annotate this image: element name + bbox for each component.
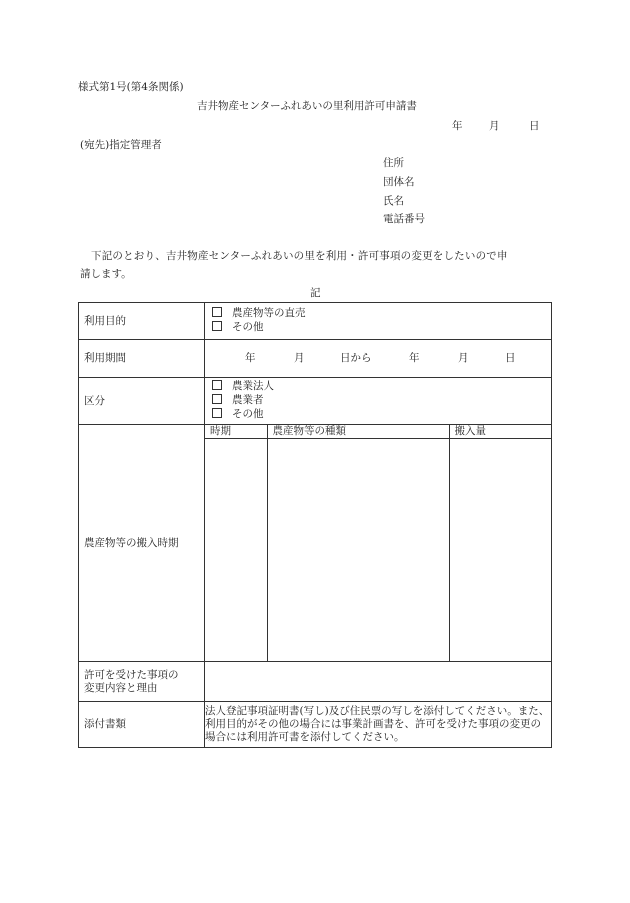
intro-text-line2: 請します。 — [80, 268, 132, 280]
date-month: 月 — [489, 120, 500, 132]
category-row — [79, 378, 552, 425]
period-field[interactable] — [205, 340, 552, 378]
purpose-label: 利用目的 — [79, 303, 205, 340]
purpose-row — [79, 303, 552, 340]
category-option-farmer[interactable] — [205, 394, 551, 408]
option-label: 農業者 — [232, 394, 264, 406]
category-label: 区分 — [79, 378, 205, 425]
form-title: 吉井物産センターふれあいの里利用許可申請書 — [197, 100, 417, 112]
checkbox-icon[interactable] — [212, 321, 222, 331]
period-start-month: 月 — [294, 352, 305, 364]
form-number: 様式第1号(第4条関係) — [78, 81, 184, 93]
period-start-year: 年 — [245, 352, 256, 364]
attachments-note: 法人登記事項証明書(写し)及び住民票の写しを添付してください。また、利用目的がその他の場合には事業計画書を、許可を受けた事項の変更の場合には利用許可書を添付してください。 — [205, 702, 552, 748]
change-row — [79, 662, 552, 702]
category-options — [205, 378, 552, 425]
delivery-label: 農産物等の搬入時期 — [79, 425, 205, 662]
purpose-option-other[interactable] — [205, 321, 551, 335]
delivery-timing-input[interactable] — [205, 439, 267, 662]
period-label: 利用期間 — [79, 340, 205, 378]
change-label — [79, 662, 205, 702]
change-label-line1: 許可を受けた事項の — [84, 668, 179, 681]
delivery-type-input[interactable] — [267, 439, 449, 662]
checkbox-icon[interactable] — [212, 408, 222, 418]
application-table — [78, 302, 552, 748]
option-label: 農産物等の直売 — [232, 307, 306, 319]
checkbox-icon[interactable] — [212, 307, 222, 317]
checkbox-icon[interactable] — [212, 394, 222, 404]
delivery-amount-input[interactable] — [449, 439, 551, 662]
period-end-day: 日 — [505, 352, 516, 364]
change-input[interactable] — [205, 662, 552, 702]
period-end-month: 月 — [458, 352, 469, 364]
delivery-header-timing: 時期 — [205, 425, 267, 439]
applicant-name-label: 氏名 — [383, 195, 404, 207]
option-label: 農業法人 — [232, 380, 274, 392]
date-year: 年 — [452, 120, 463, 132]
change-label-line2: 変更内容と理由 — [84, 681, 158, 694]
delivery-subtable-cell — [205, 425, 552, 662]
period-row — [79, 340, 552, 378]
option-label: その他 — [232, 321, 264, 333]
intro-text-line1: 下記のとおり、吉井物産センターふれあいの里を利用・許可事項の変更をしたいので申 — [91, 250, 508, 262]
ki-heading: 記 — [310, 287, 321, 299]
period-end-year: 年 — [409, 352, 420, 364]
attachments-row — [79, 702, 552, 748]
delivery-subtable — [205, 425, 551, 661]
purpose-option-direct-sale[interactable] — [205, 307, 551, 321]
option-label: その他 — [232, 408, 264, 420]
applicant-group-label: 団体名 — [383, 176, 415, 188]
purpose-options — [205, 303, 552, 340]
category-option-corporation[interactable] — [205, 380, 551, 394]
category-option-other[interactable] — [205, 408, 551, 422]
date-day: 日 — [529, 120, 540, 132]
period-start-day: 日から — [340, 352, 372, 364]
delivery-header-type: 農産物等の種類 — [267, 425, 449, 439]
attachments-label: 添付書類 — [79, 702, 205, 748]
checkbox-icon[interactable] — [212, 380, 222, 390]
applicant-address-label: 住所 — [383, 157, 404, 169]
addressee: (宛先)指定管理者 — [80, 139, 162, 151]
delivery-header-amount: 搬入量 — [449, 425, 551, 439]
applicant-phone-label: 電話番号 — [383, 213, 425, 225]
delivery-row — [79, 425, 552, 662]
